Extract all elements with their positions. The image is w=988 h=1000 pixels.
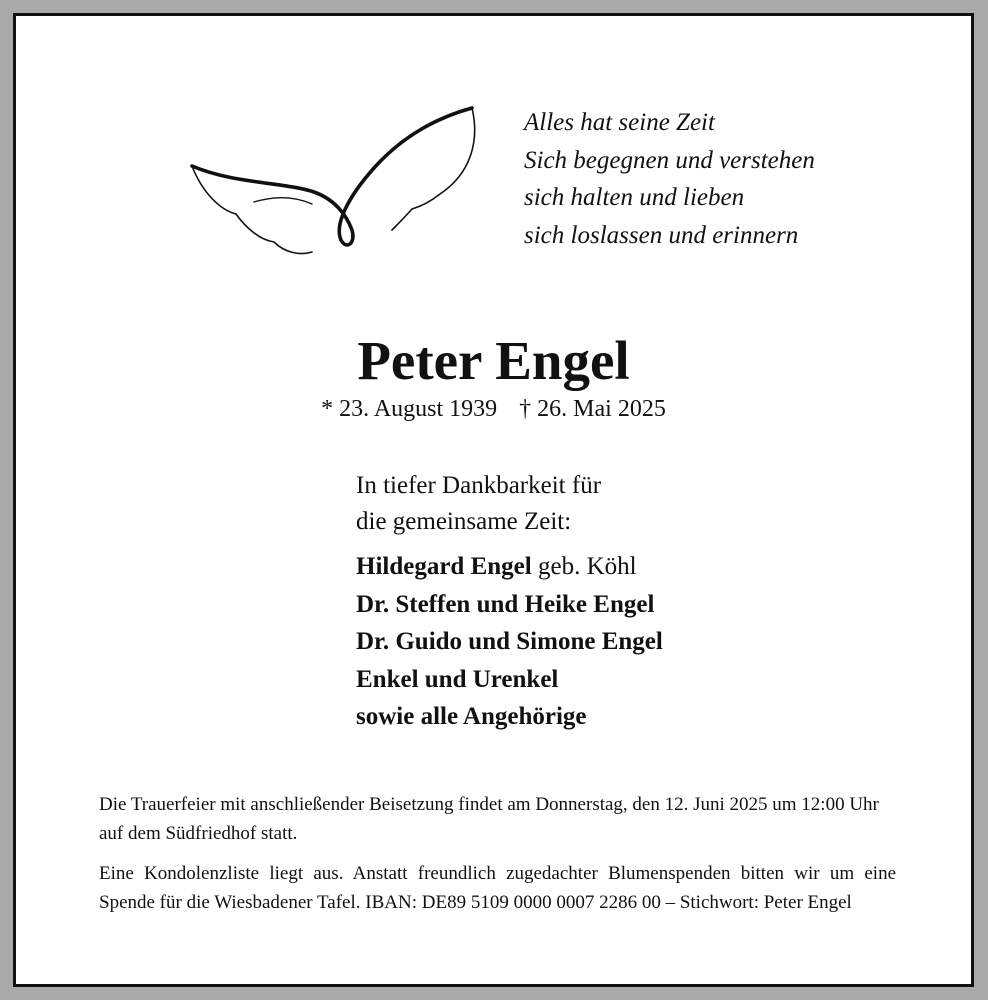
quote-line: Sich begegnen und verstehen: [524, 146, 815, 174]
mourner-line: [356, 586, 663, 624]
quote-line: sich halten und lieben: [524, 184, 745, 211]
maiden-name: geb. Köhl: [531, 553, 637, 580]
quote-line: sich loslassen und erinnern: [524, 221, 799, 249]
death-date: † 26. Mai 2025: [519, 396, 666, 422]
mourner-name: Enkel und Urenkel: [356, 665, 559, 693]
mourner-line: [356, 623, 663, 661]
gratitude-line: In tiefer Dankbarkeit für: [356, 472, 602, 499]
gratitude-text: [356, 468, 601, 540]
funeral-notice: Die Trauerfeier mit anschließender Beisetzung findet am Donnerstag, den 12. Juni 2025 um 12:00 Uhr auf dem Südfriedhof statt.: [99, 794, 879, 844]
mourner-line: [356, 698, 663, 736]
mourner-name: Dr. Guido und Simone Engel: [356, 628, 663, 655]
deceased-name: Peter Engel: [357, 330, 630, 391]
mourner-line: [356, 548, 663, 586]
birth-date: * 23. August 1939: [321, 396, 498, 422]
angel-wings-icon: [174, 94, 484, 264]
gratitude-line: die gemeinsame Zeit:: [356, 508, 572, 535]
mourner-line: [356, 661, 663, 699]
donation-notice: Eine Kondolenzliste liegt aus. Anstatt freundlich zugedachter Blumenspenden bitten wir um eine Spende für die Wiesbadener Tafel. IBAN: DE89 5109 0000 0007 2286 00 – Stichwort: Peter Engel: [99, 863, 896, 913]
mourner-name: Dr. Steffen und Heike Engel: [356, 590, 655, 618]
quote-block: [524, 104, 815, 254]
quote-line: Alles hat seine Zeit: [524, 109, 715, 136]
mourner-name: Hildegard Engel: [356, 553, 532, 580]
obituary-card: [13, 13, 974, 987]
mourner-name: sowie alle Angehörige: [356, 703, 587, 730]
life-dates: [16, 394, 971, 424]
mourners-list: [356, 548, 663, 736]
